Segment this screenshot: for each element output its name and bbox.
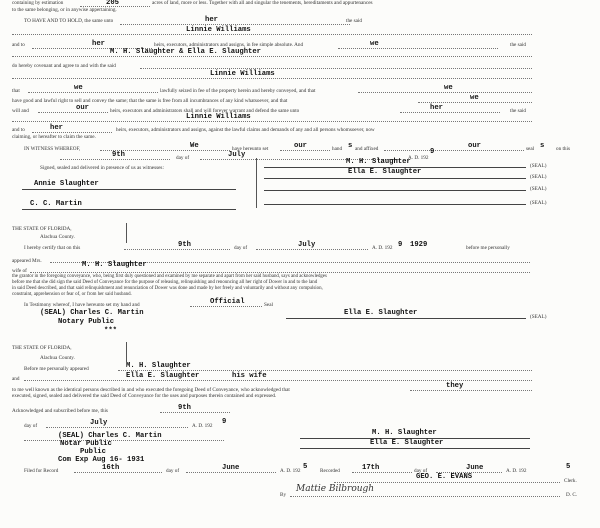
grantor-names: M. H. Slaughter & Ella E. Slaughter bbox=[110, 48, 261, 56]
notary-stars: *** bbox=[104, 327, 117, 335]
recorded-day: 17th bbox=[362, 464, 380, 472]
hand-plural: s bbox=[348, 142, 353, 150]
filed-label: Filed for Record bbox=[24, 468, 59, 474]
day-of-label: day of bbox=[166, 468, 180, 474]
signed-sealed-label: Signed, sealed and delivered in presence of us as witnesses: bbox=[40, 165, 164, 171]
county-label: Alachua County. bbox=[40, 234, 75, 240]
his-wife-text: his wife bbox=[232, 372, 267, 380]
the-said-label: the said bbox=[510, 108, 526, 114]
day-of-label: day of bbox=[414, 468, 428, 474]
ad-label: A. D. 192 bbox=[372, 245, 393, 251]
deed-day: 9th bbox=[112, 151, 125, 159]
notary-title: Public bbox=[80, 448, 106, 456]
county-label: Alachua County. bbox=[40, 355, 75, 361]
affixed-label: and affixed bbox=[355, 146, 379, 152]
day-of-label: day of bbox=[176, 155, 190, 161]
covenant-text: do hereby covenant and agree to and with the said bbox=[12, 63, 116, 69]
ack1-body: constraint, apprehension or fear of, or from her said husband. bbox=[12, 292, 132, 297]
they-word: they bbox=[446, 382, 464, 390]
grantee-pronoun: her bbox=[430, 104, 443, 112]
warrant-text: heirs, executors and administrators shall and will forever warrant and defend the same unto bbox=[110, 108, 300, 114]
seal-box-label: (SEAL) bbox=[530, 163, 547, 169]
grantee-name: Linnie Williams bbox=[186, 26, 251, 34]
acknowledger-signature: M. H. Slaughter bbox=[372, 429, 437, 437]
by-label: By bbox=[280, 492, 287, 498]
clerk-label: Clerk. bbox=[564, 478, 577, 484]
clerk-name: GEO. E. EVANS bbox=[416, 473, 473, 481]
ack1-body: the grantor in the foregoing conveyance, who, being first duly questioned and examined by me separate and apart from her said husband, says and acknowledges bbox=[12, 274, 327, 279]
grantor-pronoun: we bbox=[470, 94, 479, 102]
lawful-claims-text: heirs, executors, administrators and assigns, against the lawful claims and demands of any and all persons whomsoever, now bbox=[116, 127, 375, 133]
grantee-name: Linnie Williams bbox=[186, 113, 251, 121]
subscribed-text: Acknowledged and subscribed before me, this bbox=[12, 408, 108, 414]
ack2-day: 9th bbox=[178, 404, 191, 412]
acknowledger-name: Ella E. Slaughter bbox=[126, 372, 200, 380]
grantor-possessive: our bbox=[76, 104, 89, 112]
acknowledger-name: M. H. Slaughter bbox=[126, 362, 191, 370]
ack1-year: 1929 bbox=[410, 241, 428, 249]
wife-of-label: wife of bbox=[12, 268, 27, 274]
seal-box-label: (SEAL) bbox=[530, 174, 547, 180]
appeared-label: appeared Mrs. bbox=[12, 258, 42, 264]
notary-name: (SEAL) Charles C. Martin bbox=[40, 309, 144, 317]
recorded-year: 5 bbox=[566, 463, 571, 471]
acres-count: 205 bbox=[106, 0, 119, 7]
heirs-assigns-text: heirs, executors, administrators and assigns, in fee simple absolute. And bbox=[154, 42, 304, 48]
ad-label: A. D. 192 bbox=[506, 468, 527, 474]
seal-word: Seal bbox=[264, 302, 273, 308]
state-label: THE STATE OF FLORIDA, bbox=[12, 345, 72, 351]
to-have-label: TO HAVE AND TO HOLD, the same unto bbox=[24, 18, 114, 24]
grantor-pronoun: we bbox=[444, 84, 453, 92]
seal-box-label: (SEAL) bbox=[530, 314, 547, 320]
on-this-label: on this bbox=[556, 146, 570, 152]
notary-title: Notar Public bbox=[60, 440, 112, 448]
and-to-label: and to bbox=[12, 42, 25, 48]
grantor-possessive: our bbox=[294, 142, 307, 150]
claiming-text: claiming, or hereafter to claim the same. bbox=[12, 134, 96, 140]
seal-label: seal bbox=[526, 146, 535, 152]
seal-plural: s bbox=[540, 142, 545, 150]
have-good-text: have good and lawful right to sell and convey the same; that the same is free from all incumbrances of any kind whatsoever, and that bbox=[12, 98, 288, 104]
that-label: that bbox=[12, 88, 20, 94]
grantee-name: Linnie Williams bbox=[210, 70, 275, 78]
certify-text: I hereby certify that on this bbox=[24, 245, 81, 251]
wife-signature: Ella E. Slaughter bbox=[344, 309, 418, 317]
ad-label: A. D. 192 bbox=[192, 423, 213, 429]
and-to-label: and to bbox=[12, 127, 25, 133]
deed-year: 9 bbox=[430, 148, 435, 156]
grantor-pronoun: We bbox=[190, 142, 199, 150]
lawfully-text: lawfully seized in fee of the property herein and hereby conveyed, and that bbox=[160, 88, 316, 94]
seal-box-label: (SEAL) bbox=[530, 186, 547, 192]
day-of-label: day of bbox=[24, 423, 38, 429]
grantor-signature: Ella E. Slaughter bbox=[348, 168, 422, 176]
ack2-body: to me well known as the identical persons described in and who executed the foregoing Deed of Conveyance, who acknowledged that bbox=[12, 387, 290, 393]
witness-whereof-label: IN WITNESS WHEREOF, bbox=[24, 146, 81, 152]
grantee-pronoun: her bbox=[50, 124, 63, 132]
before-me-label: before me personally bbox=[466, 245, 510, 251]
ad-label: A. D. 192 bbox=[408, 155, 429, 161]
ack1-day: 9th bbox=[178, 241, 191, 249]
grantor-pronoun: we bbox=[370, 40, 379, 48]
ack2-month: July bbox=[90, 419, 108, 427]
day-of-label: day of bbox=[234, 245, 248, 251]
acknowledger-signature: Ella E. Slaughter bbox=[370, 439, 444, 447]
have-hereunto-label: have hereunto set bbox=[232, 146, 269, 152]
acres-text: acres of land, more or less. Together with all and singular the tenements, hereditaments and appurtenances bbox=[152, 0, 373, 6]
and-label: and bbox=[12, 376, 20, 382]
grantee-pronoun: her bbox=[92, 40, 105, 48]
filed-year: 5 bbox=[303, 463, 308, 471]
hand-label: hand bbox=[332, 146, 343, 152]
witness-signature: Annie Slaughter bbox=[34, 180, 99, 188]
commission-expiry: Com Exp Aug 16- 1931 bbox=[58, 456, 145, 464]
the-said-label: the said bbox=[510, 42, 526, 48]
deputy-clerk-label: D. C. bbox=[566, 492, 578, 498]
ack1-year-strike: 9 bbox=[398, 241, 403, 249]
seal-box-label: (SEAL) bbox=[530, 200, 547, 206]
recorded-label: Recorded bbox=[320, 468, 340, 474]
husband-name: M. H. Slaughter bbox=[82, 261, 147, 269]
grantor-possessive: our bbox=[468, 142, 481, 150]
ack1-month: July bbox=[298, 241, 316, 249]
notary-title: Notary Public bbox=[58, 318, 115, 326]
grantor-pronoun: we bbox=[74, 84, 83, 92]
before-appeared-text: Before me personally appeared bbox=[24, 366, 89, 372]
containing-label: containing by estimation bbox=[12, 0, 64, 6]
state-label: THE STATE OF FLORIDA, bbox=[12, 226, 72, 232]
ack1-body: in said Deed described, and that said relinquishment and renunciation of Dower was done and made by her freely and voluntarily and without any compulsion, bbox=[12, 286, 323, 291]
deputy-clerk-signature: Mattie Bilbrough bbox=[296, 484, 375, 494]
notary-name: (SEAL) Charles C. Martin bbox=[58, 432, 162, 440]
belonging-text: to the same belonging, or in anywise appertaining. bbox=[12, 7, 117, 13]
grantee-pronoun: her bbox=[205, 16, 218, 24]
official-word: Official bbox=[210, 298, 245, 306]
filed-day: 16th bbox=[102, 464, 120, 472]
ad-label: A. D. 192 bbox=[280, 468, 301, 474]
the-said-label: the said bbox=[346, 18, 362, 24]
deed-month: July bbox=[228, 151, 246, 159]
ack2-body: executed, signed, sealed and delivered the said Deed of Conveyance for the uses and purposes therein contained and expressed. bbox=[12, 393, 277, 399]
testimony-text: In Testimony whereof, I have hereunto set my hand and bbox=[24, 302, 140, 308]
grantor-signature: M. H. Slaughter bbox=[346, 158, 411, 166]
recorded-month: June bbox=[466, 464, 484, 472]
will-and-label: will and bbox=[12, 108, 29, 114]
ack1-body: before me that she did sign the said Deed of Conveyance for the purpose of releasing, relinquishing and renouncing all her right of Dower in and to the land bbox=[12, 280, 318, 285]
ack2-year: 9 bbox=[222, 418, 227, 426]
filed-month: June bbox=[222, 464, 240, 472]
witness-signature: C. C. Martin bbox=[30, 200, 82, 208]
